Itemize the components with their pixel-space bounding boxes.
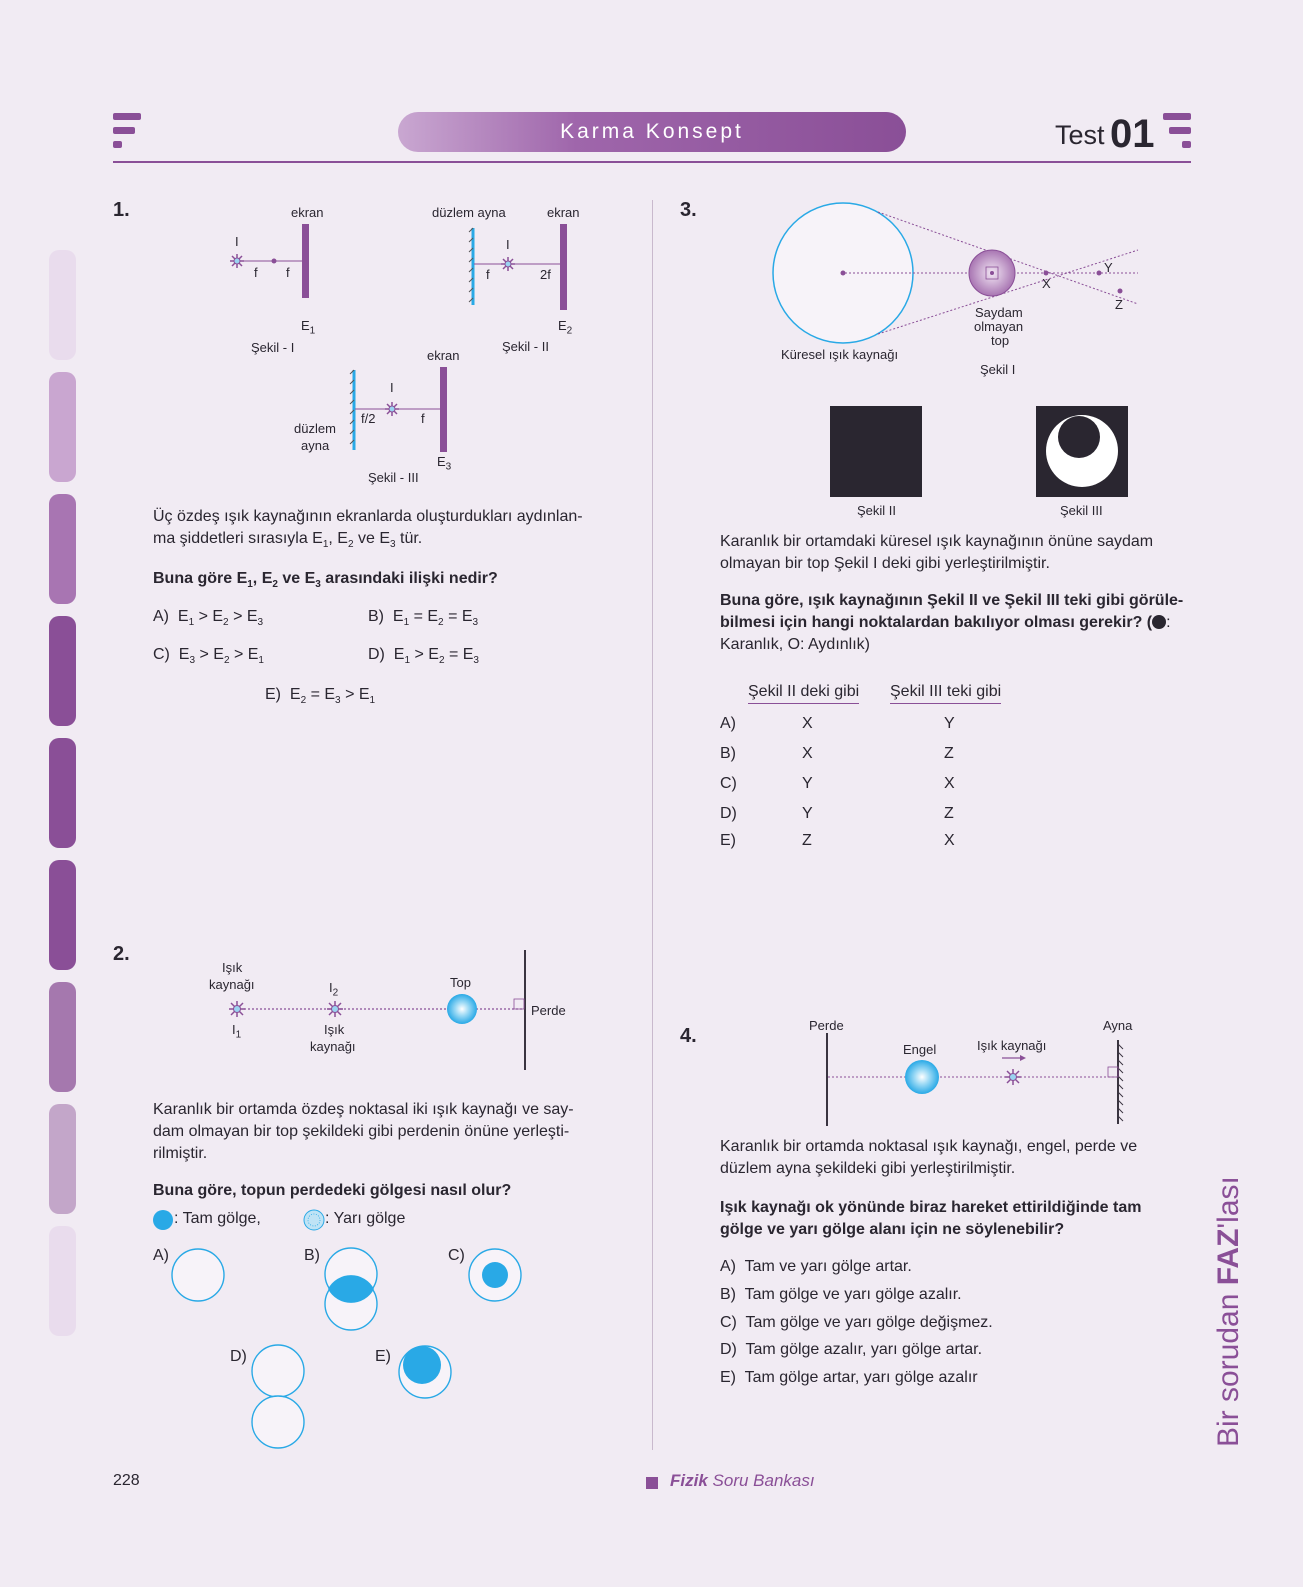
fig3-mirror-label-1: düzlem [294,421,336,436]
q1-option-e[interactable]: E) $E_2 = E_3 > E_1$ [265,686,376,707]
fig1-screen-label: ekran [291,205,324,220]
q4-question: Işık kaynağı ok yönünde biraz hareket ettirildiğinde tam gölge ve yarı gölge alanı için ne söylenebilir? [720,1199,1142,1238]
fig3-mirror-label-2: ayna [301,438,330,453]
q2-src1-label-2: kaynağı [209,977,255,992]
q3-option-e[interactable]: E) Z X [720,832,955,849]
q4-option-b[interactable]: B) Tam gölge ve yarı gölge azalır. [720,1286,962,1303]
q2-src1-label-1: Işık [222,960,243,975]
q2-option-d[interactable]: D) [230,1348,247,1365]
fig1-f1-label: f [254,265,258,280]
q2-i2-label: $I_2$ [329,980,339,999]
page-number: 228 [113,1472,140,1489]
q3-option-b[interactable]: B) X Z [720,745,954,762]
q3-z-label: Z [1115,297,1123,312]
section-title: Karma Konsept [560,120,744,143]
q4-engel-label: Engel [903,1042,937,1057]
q2-option-e[interactable]: E) [375,1348,391,1365]
test-label: Test [1055,120,1105,150]
q3-option-a[interactable]: A) X Y [720,715,955,732]
fig2-f-label: f [486,267,490,282]
q2-top-label: Top [450,975,471,990]
q4-text: Karanlık bir ortamda noktasal ışık kaynağı, engel, perde ve düzlem ayna şekildeki gibi yerleştirilmiştir. [720,1138,1138,1177]
q2-src2-label-1: Işık [324,1022,345,1037]
fig3-screen-label: ekran [427,348,460,363]
question-2-number: 2. [113,943,130,965]
q2-option-a[interactable]: A) [153,1247,169,1264]
fig1-source-label: I [235,234,239,249]
q3-table-head-2: Şekil III teki gibi [890,683,1001,704]
q2-option-c[interactable]: C) [448,1247,465,1264]
fig1-f2-label: f [286,265,290,280]
full-shadow-swatch [153,1210,173,1230]
q1-question: Buna göre $E_1$, $E_2$ ve $E_3$ arasındaki ilişki nedir? [153,570,498,591]
fig2-caption: Şekil - II [502,339,549,354]
q4-source-label: Işık kaynağı [977,1038,1047,1053]
section-title-pill [398,112,906,152]
q4-perde-label: Perde [809,1018,844,1033]
q2-i1-label: $I_1$ [232,1022,242,1041]
q3-option-d[interactable]: D) Y Z [720,805,954,822]
q4-option-a[interactable]: A) Tam ve yarı gölge artar. [720,1258,912,1275]
question-4-number: 4. [680,1025,697,1047]
legend-half-shadow: : Yarı gölge [325,1210,406,1227]
q3-y-label: Y [1104,260,1113,275]
legend-full-shadow: : Tam gölge, [174,1210,261,1227]
q2-perde-label: Perde [531,1003,566,1018]
fig3-f-label: f [421,411,425,426]
fig2-2f-label: 2f [540,267,551,282]
q4-option-e[interactable]: E) Tam gölge artar, yarı gölge azalır [720,1369,978,1386]
header-rule [113,161,1191,163]
q1-option-c[interactable]: C) $E_3 > E_2 > E_1$ [153,646,264,667]
q3-question: Buna göre, ışık kaynağının Şekil II ve Şekil III teki gibi görüle- bilmesi için hangi noktalardan bakılıyor olması gerekir? ( : Karanlık, O: Aydınlık) [720,592,1184,653]
footer-square-icon [646,1477,658,1489]
dark-dot-icon [1152,615,1166,629]
q3-ball-label-3: top [991,333,1010,348]
q3-fig2-caption: Şekil II [857,503,897,518]
q3-ball-label-1: Saydam [975,305,1023,320]
q3-source-label: Küresel ışık kaynağı [781,347,899,362]
q2-question: Buna göre, topun perdedeki gölgesi nasıl olur? [153,1182,512,1199]
fig1-caption: Şekil - I [251,340,295,355]
q1-option-a[interactable]: A) $E_1 > E_2 > E_3$ [153,608,264,629]
fig1-e-label: $E_1$ [301,318,316,337]
q3-x-label: X [1042,276,1051,291]
q3-option-c[interactable]: C) Y X [720,775,955,792]
q3-fig3-caption: Şekil III [1060,503,1103,518]
fig2-source-label: I [506,237,510,252]
footer-book-title: Fizik Soru Bankası [670,1471,815,1490]
fig3-e-label: $E_3$ [437,454,452,473]
q3-table-head-1: Şekil II deki gibi [748,683,859,704]
question-3-number: 3. [680,199,697,221]
fig2-screen-label: ekran [547,205,580,220]
q2-src2-label-2: kaynağı [310,1039,356,1054]
column-divider [652,200,653,1450]
half-shadow-swatch [304,1210,324,1230]
fig2-e-label: $E_2$ [558,318,573,337]
fig3-f2-half-label: f/2 [361,411,376,426]
q4-ayna-label: Ayna [1103,1018,1133,1033]
q1-option-d[interactable]: D) $E_1 > E_2 = E_3$ [368,646,479,667]
q1-text: Üç özdeş ışık kaynağının ekranlarda oluşturdukları aydınlan- ma şiddetleri sırasıyla $E_1$, $E_2$ ve $E_3$ tür. [153,508,583,551]
q1-option-b[interactable]: B) $E_1 = E_2 = E_3$ [368,608,479,629]
q3-ball-label-2: olmayan [974,319,1024,334]
fig3-caption: Şekil - III [368,470,419,485]
q4-option-d[interactable]: D) Tam gölge azalır, yarı gölge artar. [720,1341,983,1358]
test-number: 01 [1110,112,1155,156]
q2-option-b[interactable]: B) [304,1247,320,1264]
fig3-source-label: I [390,380,394,395]
q4-option-c[interactable]: C) Tam gölge ve yarı gölge değişmez. [720,1314,993,1331]
q3-fig1-caption: Şekil I [980,362,1016,377]
arrow-right-icon [1020,1055,1026,1061]
q3-text: Karanlık bir ortamdaki küresel ışık kaynağının önüne saydam olmayan bir top Şekil I deki gibi yerleştirilmiştir. [720,533,1154,572]
q2-text: Karanlık bir ortamda özdeş noktasal iki ışık kaynağı ve say- dam olmayan bir top şekildeki gibi perdenin önüne yerleşti- rilmiştir. [153,1101,574,1162]
fig2-mirror-label: düzlem ayna [432,205,506,220]
question-1-number: 1. [113,199,130,221]
side-brand-text: Bir sorudan FAZ'lası [1212,1176,1245,1447]
